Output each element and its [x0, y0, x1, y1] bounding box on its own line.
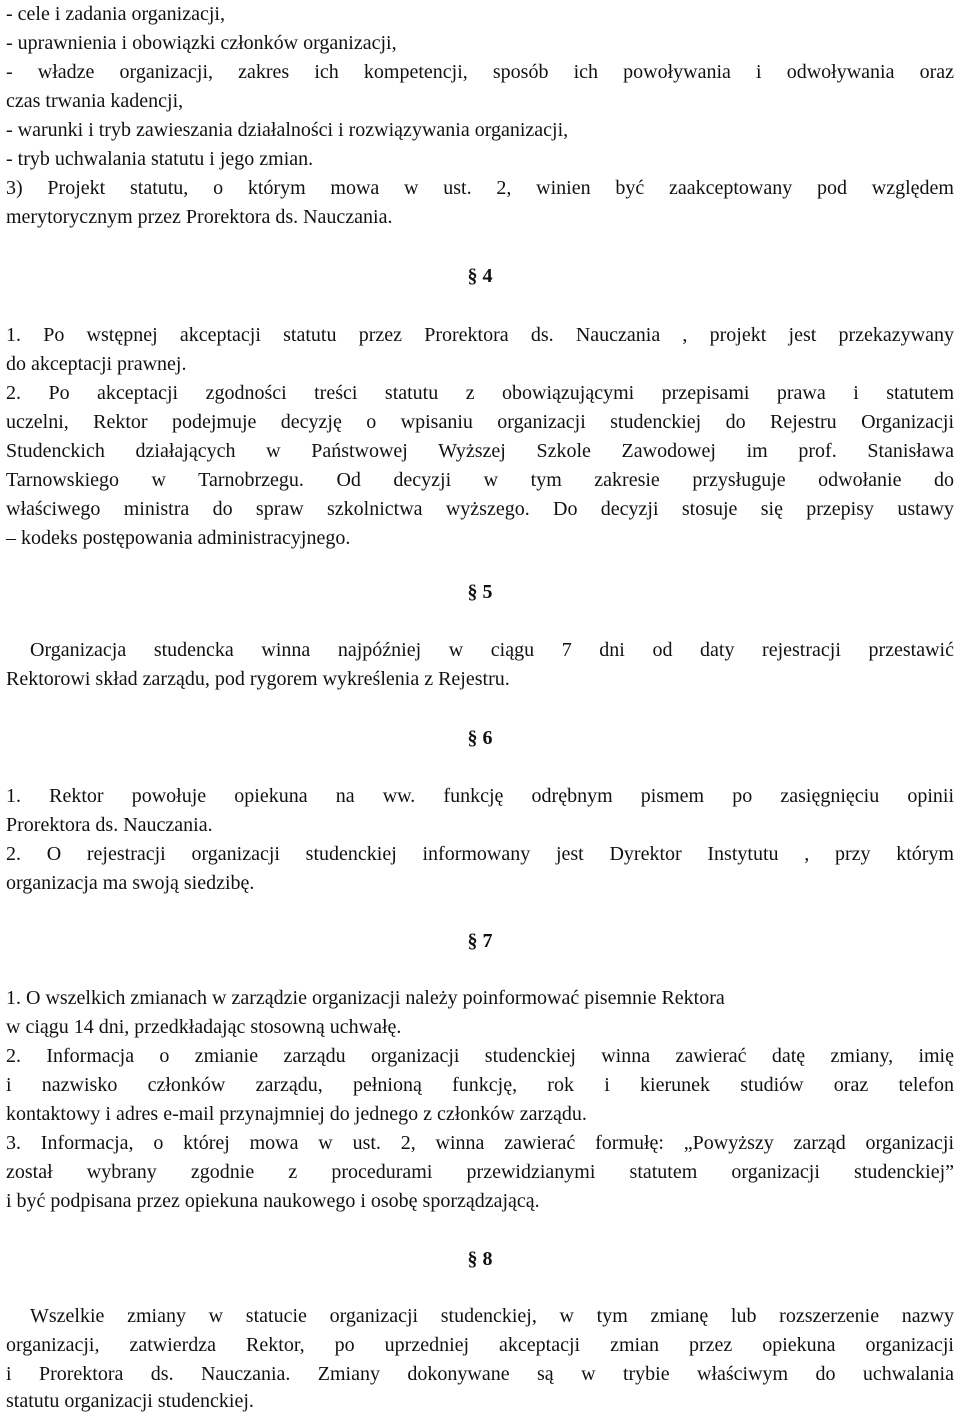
list-item: - uprawnienia i obowiązki członków organizacji,	[6, 32, 397, 54]
paragraph-line: organizacji, zatwierdza Rektor, po uprzedniej akceptacji zmian przez opiekuna organizacji	[6, 1334, 954, 1356]
section-heading-7: § 7	[467, 930, 493, 952]
paragraph-line: 2. O rejestracji organizacji studenckiej informowany jest Dyrektor Instytutu , przy którym	[6, 843, 954, 865]
paragraph-line: i nazwisko członków zarządu, pełnioną funkcję, rok i kierunek studiów oraz telefon	[6, 1074, 954, 1096]
paragraph-line: Organizacja studencka winna najpóźniej w ciągu 7 dni od daty rejestracji przestawić	[30, 639, 954, 661]
list-item: - władze organizacji, zakres ich kompetencji, sposób ich powoływania i odwoływania oraz	[6, 61, 954, 83]
paragraph-line: uczelni, Rektor podejmuje decyzję o wpisaniu organizacji studenckiej do Rejestru Organizacji	[6, 411, 954, 433]
paragraph-line: statutu organizacji studenckiej.	[6, 1390, 254, 1412]
paragraph-line: Tarnowskiego w Tarnobrzegu. Od decyzji w tym zakresie przysługuje odwołanie do	[6, 469, 954, 491]
list-item: - tryb uchwalania statutu i jego zmian.	[6, 148, 314, 170]
section-heading-8: § 8	[467, 1248, 493, 1270]
paragraph-line: Rektorowi skład zarządu, pod rygorem wykreślenia z Rejestru.	[6, 668, 510, 690]
paragraph-line: w ciągu 14 dni, przedkładając stosowną uchwałę.	[6, 1016, 402, 1038]
paragraph-line: organizacja ma swoją siedzibę.	[6, 872, 255, 894]
paragraph-line: 3) Projekt statutu, o którym mowa w ust. 2, winien być zaakceptowany pod względem	[6, 177, 954, 199]
section-heading-5: § 5	[467, 581, 493, 603]
paragraph-line: i być podpisana przez opiekuna naukowego i osobę sporządzającą.	[6, 1190, 540, 1212]
paragraph-line: 2. Informacja o zmianie zarządu organizacji studenckiej winna zawierać datę zmiany, imię	[6, 1045, 954, 1067]
paragraph-line: 1. Rektor powołuje opiekuna na ww. funkcję odrębnym pismem po zasięgnięciu opinii	[6, 785, 954, 807]
paragraph-line: 1. O wszelkich zmianach w zarządzie organizacji należy poinformować pisemnie Rektora	[6, 987, 725, 1009]
paragraph-line: właściwego ministra do spraw szkolnictwa wyższego. Do decyzji stosuje się przepisy ustawy	[6, 498, 954, 520]
list-item: - warunki i tryb zawieszania działalności i rozwiązywania organizacji,	[6, 119, 569, 141]
list-item: - cele i zadania organizacji,	[6, 3, 225, 25]
paragraph-line: Prorektora ds. Nauczania.	[6, 814, 213, 836]
section-heading-4: § 4	[467, 265, 493, 287]
paragraph-line: 2. Po akceptacji zgodności treści statutu z obowiązującymi przepisami prawa i statutem	[6, 382, 954, 404]
paragraph-line: merytorycznym przez Prorektora ds. Nauczania.	[6, 206, 393, 228]
paragraph-line: został wybrany zgodnie z procedurami przewidzianymi statutem organizacji studenckiej”	[6, 1161, 954, 1183]
paragraph-line: 3. Informacja, o której mowa w ust. 2, winna zawierać formułę: „Powyższy zarząd organizacji	[6, 1132, 954, 1154]
paragraph-line: – kodeks postępowania administracyjnego.	[6, 527, 351, 549]
paragraph-line: Studenckich działających w Państwowej Wyższej Szkole Zawodowej im prof. Stanisława	[6, 440, 954, 462]
paragraph-line: kontaktowy i adres e-mail przynajmniej do jednego z członków zarządu.	[6, 1103, 587, 1125]
paragraph-line: 1. Po wstępnej akceptacji statutu przez Prorektora ds. Nauczania , projekt jest przekazywany	[6, 324, 954, 346]
paragraph-line: do akceptacji prawnej.	[6, 353, 187, 375]
section-heading-6: § 6	[467, 727, 493, 749]
text-line: czas trwania kadencji,	[6, 90, 184, 112]
paragraph-line: Wszelkie zmiany w statucie organizacji studenckiej, w tym zmianę lub rozszerzenie nazwy	[30, 1305, 954, 1327]
paragraph-line: i Prorektora ds. Nauczania. Zmiany dokonywane są w trybie właściwym do uchwalania	[6, 1363, 954, 1385]
